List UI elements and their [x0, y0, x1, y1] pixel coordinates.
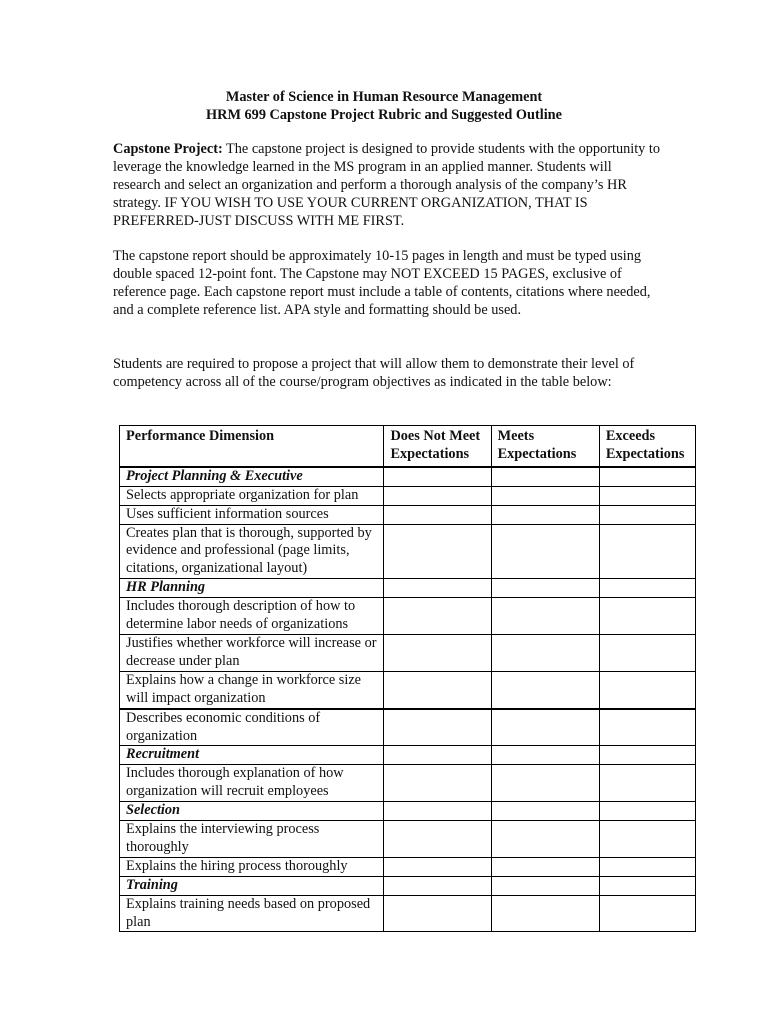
meets-cell	[491, 467, 599, 486]
does-not-meet-cell	[384, 505, 491, 524]
meets-cell	[491, 895, 599, 932]
intro-lead: Capstone Project:	[113, 141, 223, 157]
table-row	[120, 671, 696, 708]
exceeds-cell	[599, 598, 695, 635]
meets-cell	[491, 579, 599, 598]
dimension-label: Uses sufficient information sources	[120, 505, 384, 524]
section-row	[120, 467, 696, 486]
meets-cell	[491, 746, 599, 765]
does-not-meet-cell	[384, 746, 491, 765]
dimension-label: Selects appropriate organization for plan	[120, 486, 384, 505]
dimension-label: Describes economic conditions of organization	[120, 709, 384, 746]
meets-cell	[491, 876, 599, 895]
rubric-title: HRM 699 Capstone Project Rubric and Suggested Outline	[206, 107, 562, 123]
table-row	[120, 765, 696, 802]
dimension-label: Explains training needs based on proposed plan	[120, 895, 384, 932]
meets-cell	[491, 486, 599, 505]
exceeds-cell	[599, 671, 695, 708]
table-row	[120, 895, 696, 932]
exceeds-cell	[599, 634, 695, 671]
exceeds-cell	[599, 802, 695, 821]
section-row	[120, 876, 696, 895]
meets-cell	[491, 765, 599, 802]
exceeds-cell	[599, 765, 695, 802]
section-label: Project Planning & Executive	[120, 467, 384, 486]
does-not-meet-cell	[384, 765, 491, 802]
meets-cell	[491, 671, 599, 708]
dimension-label: Explains the interviewing process thoroughly	[120, 821, 384, 858]
section-row	[120, 802, 696, 821]
section-label: Training	[120, 876, 384, 895]
dimension-label: Includes thorough explanation of how organization will recruit employees	[120, 765, 384, 802]
meets-cell	[491, 821, 599, 858]
header-does-not-meet: Does Not Meet Expectations	[384, 426, 491, 467]
meets-cell	[491, 634, 599, 671]
rubric-header-row	[120, 426, 696, 467]
does-not-meet-cell	[384, 709, 491, 746]
dimension-label: Explains how a change in workforce size will impact organization	[120, 671, 384, 708]
header-meets: Meets Expectations	[491, 426, 599, 467]
does-not-meet-cell	[384, 524, 491, 579]
does-not-meet-cell	[384, 579, 491, 598]
project-paragraph: Students are required to propose a project that will allow them to demonstrate their level of competency across all of the course/program objectives as indicated in the table below:	[113, 356, 635, 390]
meets-cell	[491, 802, 599, 821]
exceeds-cell	[599, 524, 695, 579]
table-row	[120, 634, 696, 671]
table-row	[120, 524, 696, 579]
does-not-meet-cell	[384, 467, 491, 486]
header-exceeds: Exceeds Expectations	[599, 426, 695, 467]
exceeds-cell	[599, 467, 695, 486]
exceeds-cell	[599, 821, 695, 858]
exceeds-cell	[599, 876, 695, 895]
section-row	[120, 746, 696, 765]
section-label: HR Planning	[120, 579, 384, 598]
does-not-meet-cell	[384, 671, 491, 708]
table-row	[120, 821, 696, 858]
intro-text: The capstone project is designed to provide students with the opportunity to leverage the knowledge learned in the MS program in an applied manner. Students will research and select an organization and perform a thorough analysis of the company’s HR strategy. IF YOU WISH TO USE YOUR CURRENT ORGANIZATION, THAT IS PREFERRED-JUST DISCUSS WITH ME FIRST.	[113, 141, 661, 229]
exceeds-cell	[599, 746, 695, 765]
exceeds-cell	[599, 486, 695, 505]
does-not-meet-cell	[384, 634, 491, 671]
dimension-label: Creates plan that is thorough, supported by evidence and professional (page limits, citations, organizational layout)	[120, 524, 384, 579]
meets-cell	[491, 505, 599, 524]
exceeds-cell	[599, 857, 695, 876]
does-not-meet-cell	[384, 876, 491, 895]
exceeds-cell	[599, 579, 695, 598]
does-not-meet-cell	[384, 802, 491, 821]
does-not-meet-cell	[384, 857, 491, 876]
does-not-meet-cell	[384, 598, 491, 635]
table-row	[120, 505, 696, 524]
does-not-meet-cell	[384, 821, 491, 858]
section-row	[120, 579, 696, 598]
intro-paragraph	[113, 141, 661, 231]
program-title: Master of Science in Human Resource Management	[225, 89, 543, 105]
dimension-label: Explains the hiring process thoroughly	[120, 857, 384, 876]
header-performance-dimension: Performance Dimension	[120, 426, 384, 467]
exceeds-cell	[599, 709, 695, 746]
meets-cell	[491, 524, 599, 579]
meets-cell	[491, 709, 599, 746]
does-not-meet-cell	[384, 486, 491, 505]
table-row	[120, 857, 696, 876]
exceeds-cell	[599, 505, 695, 524]
does-not-meet-cell	[384, 895, 491, 932]
table-row	[120, 598, 696, 635]
report-paragraph: The capstone report should be approximately 10-15 pages in length and must be typed using double spaced 12-point font. The Capstone may NOT EXCEED 15 PAGES, exclusive of reference page. Each capstone report must include a table of contents, citations where needed, and a complete reference list. APA style and formatting should be used.	[113, 248, 651, 318]
table-row	[120, 486, 696, 505]
rubric-table	[119, 425, 696, 932]
document-title	[0, 88, 768, 124]
section-label: Selection	[120, 802, 384, 821]
table-row	[120, 709, 696, 746]
meets-cell	[491, 857, 599, 876]
exceeds-cell	[599, 895, 695, 932]
dimension-label: Includes thorough description of how to determine labor needs of organizations	[120, 598, 384, 635]
meets-cell	[491, 598, 599, 635]
dimension-label: Justifies whether workforce will increase or decrease under plan	[120, 634, 384, 671]
rubric-body	[120, 467, 696, 932]
section-label: Recruitment	[120, 746, 384, 765]
